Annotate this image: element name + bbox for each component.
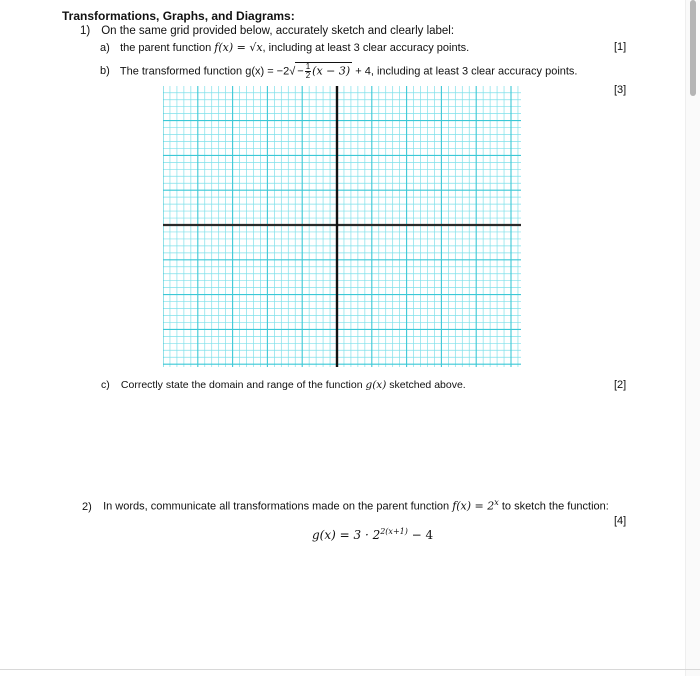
marks-1a: [1] [614,41,627,53]
exp-parent-exponent: x [494,498,499,507]
radicand-inner: (x − 3) [312,64,351,78]
question-1a-pre: the parent function [120,42,215,54]
g-of-x: g(x) [365,379,387,391]
marks-1b: [3] [614,84,627,96]
question-1b-tail: + 4 [352,65,371,78]
fraction-half [305,63,311,80]
fraction-numerator: 1 [305,62,311,71]
sqrt-expression [289,62,352,80]
exp-parent-function: f(x) = 2 [452,499,495,513]
parent-function: f(x) = √x [214,41,263,54]
g2-pre: g(x) = 3 · 2 [312,528,381,542]
question-1c-post: sketched above. [386,379,466,391]
fraction-denominator: 2 [305,71,311,80]
question-1c [101,379,466,391]
question-2-pre: In words, communicate all transformations made on the parent function [103,500,453,513]
radicand-negative: − [297,65,304,78]
question-1b [100,62,578,80]
question-1b-pre: The transformed function g(x) = −2 [119,65,290,78]
question-2-post: to sketch the function: [498,500,609,513]
grid-background [163,86,521,367]
question-1-number: 1) [80,25,91,37]
scrollbar-thumb[interactable] [690,0,696,96]
graph-grid [163,86,521,367]
page-title: Transformations, Graphs, and Diagrams: [62,9,295,23]
question-1b-post: , including at least 3 clear accuracy points. [370,65,578,78]
transformed-exp-function [312,527,433,542]
question-1a-post: , including at least 3 clear accuracy points. [262,42,470,54]
question-1-text: On the same grid provided below, accurately sketch and clearly label: [101,25,455,37]
g2-post: − 4 [407,528,434,542]
page-bottom-border [0,669,700,670]
g2-exponent: 2(x+1) [380,527,408,536]
question-1 [80,25,454,37]
question-1c-pre: Correctly state the domain and range of the function [120,379,366,391]
question-1c-letter: c) [101,379,110,391]
question-1a-letter: a) [100,42,110,54]
radicand [295,62,352,80]
question-2-number: 2) [82,500,92,513]
question-1b-letter: b) [100,65,110,78]
question-2 [82,498,609,513]
question-1a [100,41,469,54]
marks-2: [4] [614,515,627,527]
scrollbar-track[interactable] [685,0,700,676]
radical-sign: √ [289,65,296,78]
marks-1c: [2] [614,379,627,391]
